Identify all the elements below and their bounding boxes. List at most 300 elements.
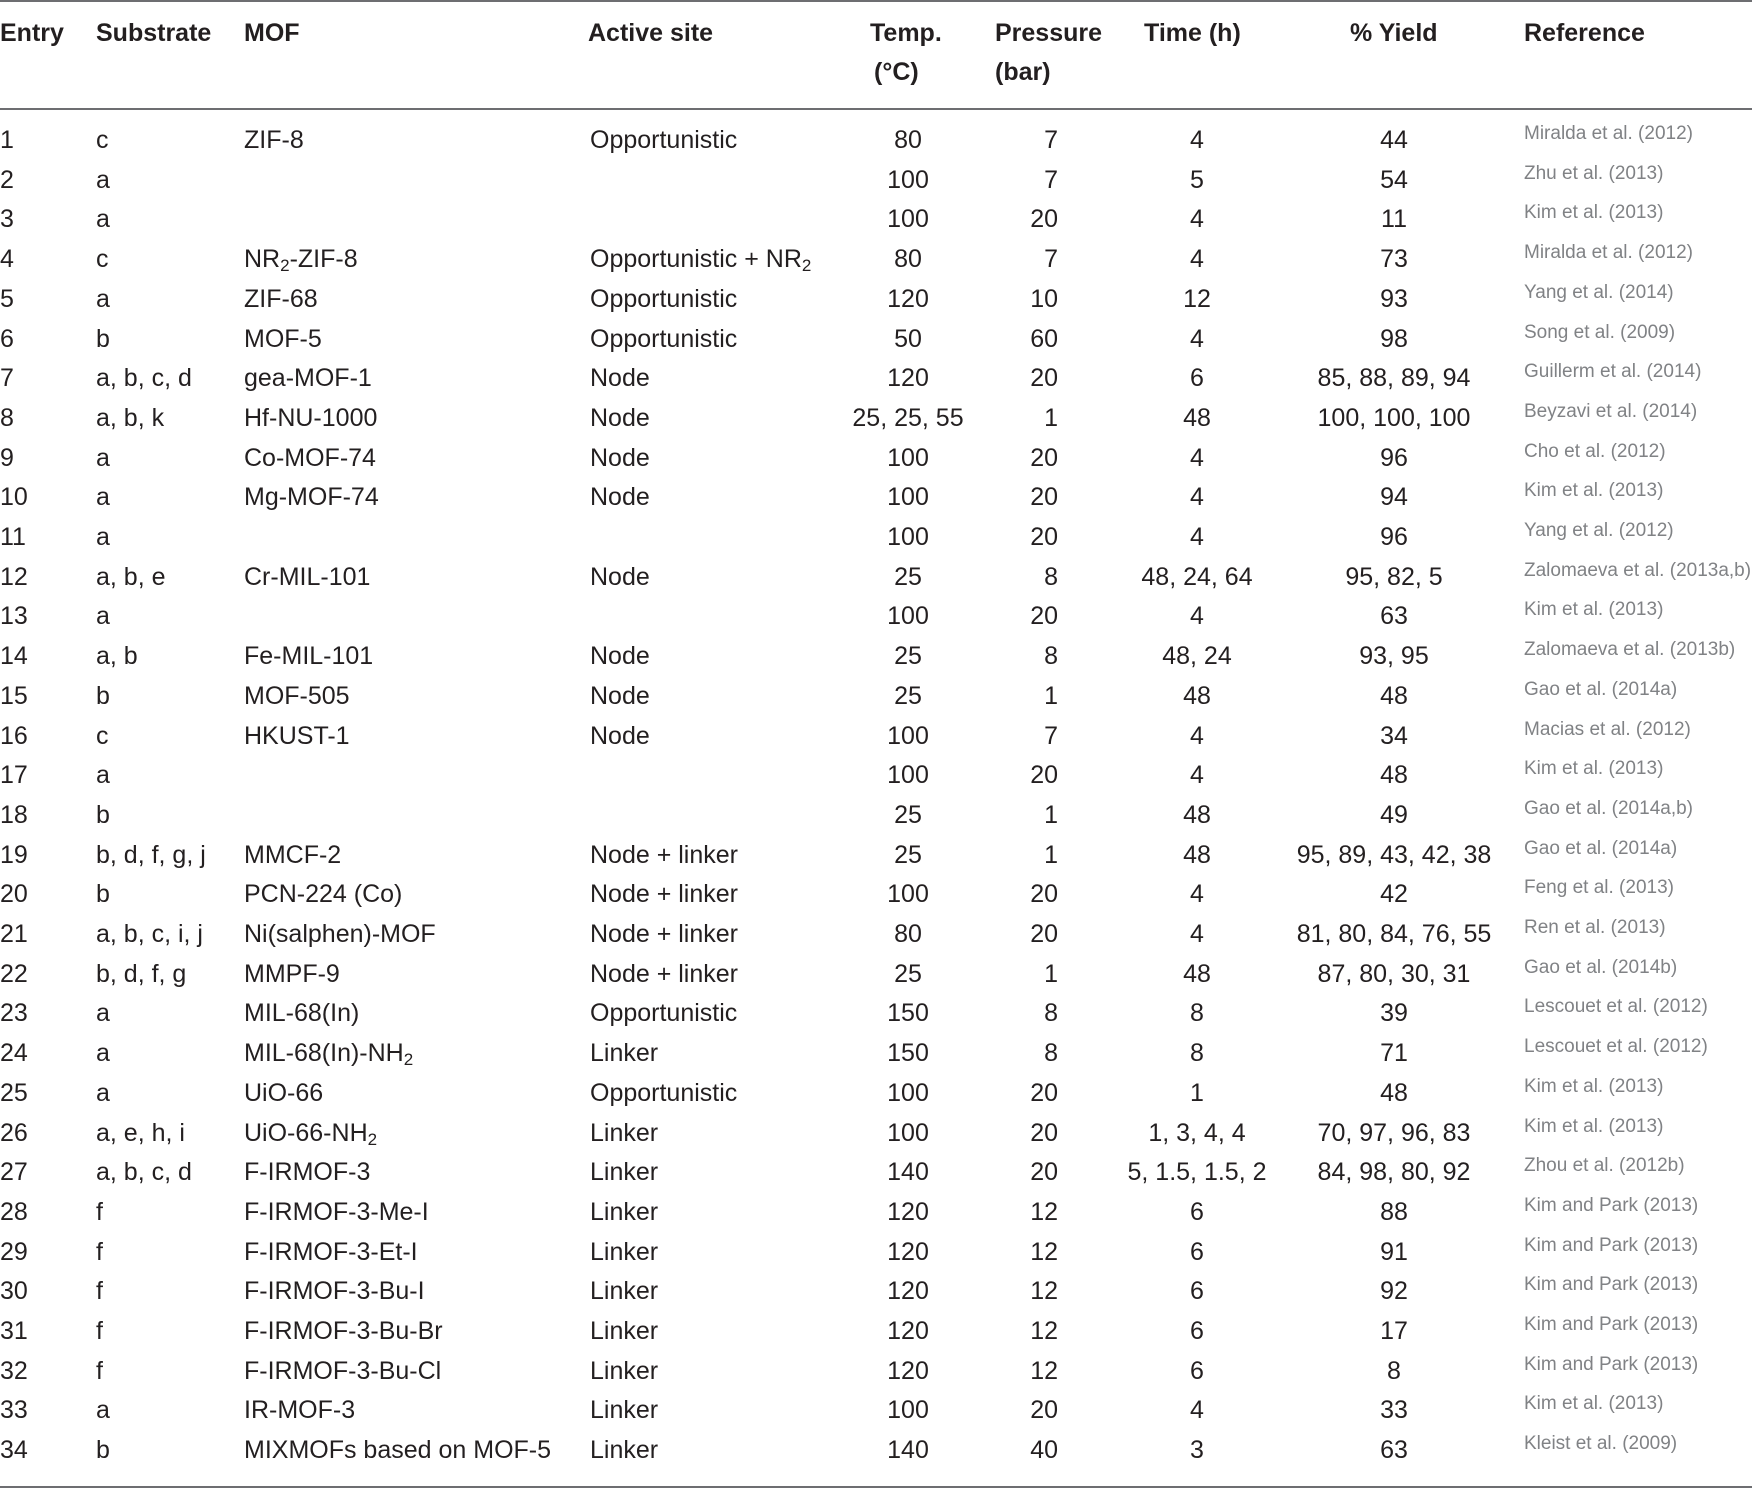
- cell-time: 6: [1190, 1356, 1204, 1385]
- cell-entry: 34: [0, 1436, 28, 1465]
- table-row: [0, 835, 1752, 875]
- cell-temp: 120: [887, 364, 929, 393]
- cell-reference: Kim and Park (2013): [1524, 1314, 1699, 1335]
- cell-temp: 100: [887, 205, 929, 234]
- cell-pressure: 8: [1044, 642, 1058, 671]
- cell-entry: 28: [0, 1197, 28, 1226]
- cell-reference: Macias et al. (2012): [1524, 718, 1691, 740]
- cell-yield: 98: [1380, 324, 1408, 353]
- cell-temp: 25: [894, 959, 922, 988]
- cell-time: 5, 1.5, 1.5, 2: [1127, 1158, 1267, 1187]
- cell-temp: 120: [887, 1277, 929, 1306]
- cell-temp: 25: [894, 681, 922, 710]
- table-row: [0, 1351, 1752, 1391]
- header-mof: MOF: [244, 19, 300, 47]
- cell-substrate: a: [96, 602, 110, 631]
- cell-temp: 100: [887, 880, 929, 909]
- cell-active-site: Linker: [590, 1317, 659, 1345]
- cell-time: 4: [1190, 443, 1204, 472]
- cell-yield: 93: [1380, 284, 1408, 313]
- cell-active-site: Node: [590, 364, 650, 393]
- cell-entry: 5: [0, 284, 14, 313]
- cell-pressure: 20: [1030, 920, 1058, 948]
- cell-time: 4: [1190, 324, 1204, 353]
- cell-mof: $NR_2-ZIF-8$: [244, 245, 358, 276]
- cell-pressure: 8: [1044, 562, 1058, 591]
- cell-pressure: 40: [1030, 1436, 1058, 1465]
- cell-temp: 100: [887, 1078, 929, 1107]
- cell-substrate: a: [96, 1078, 110, 1107]
- cell-temp: 100: [887, 483, 929, 512]
- cell-time: 48, 24, 64: [1141, 562, 1253, 591]
- cell-temp: 25: [894, 840, 922, 869]
- cell-time: 3: [1190, 1436, 1204, 1465]
- cell-pressure: 20: [1030, 523, 1058, 551]
- cell-entry: 16: [0, 721, 28, 750]
- cell-substrate: a, e, h, i: [96, 1118, 185, 1147]
- cell-mof: MIL-$68(In)-NH_2$: [244, 1039, 414, 1070]
- cell-yield: 73: [1380, 245, 1408, 274]
- cell-time: 6: [1190, 1237, 1204, 1266]
- cell-temp: 25: [894, 562, 922, 591]
- table-row: [0, 120, 1752, 160]
- cell-entry: 10: [0, 483, 28, 512]
- cell-yield: 96: [1380, 443, 1408, 472]
- table-row: [0, 596, 1752, 636]
- cell-substrate: f: [96, 1277, 103, 1306]
- cell-mof: MMPF-9: [244, 959, 340, 988]
- cell-time: 6: [1190, 1197, 1204, 1226]
- cell-mof: Mg-MOF-74: [244, 483, 379, 512]
- cell-entry: 4: [0, 245, 14, 274]
- cell-pressure: 12: [1030, 1197, 1058, 1226]
- cell-active-site: Node: [590, 443, 650, 472]
- cell-substrate: a: [96, 1039, 110, 1068]
- cell-pressure: 20: [1030, 602, 1058, 631]
- cell-substrate: f: [96, 1317, 103, 1345]
- cell-active-site: Node + linker: [590, 920, 738, 948]
- cell-yield: 54: [1380, 165, 1408, 194]
- cell-mof: F-IRMOF-3-Et-I: [244, 1237, 418, 1266]
- cell-temp: 120: [887, 1317, 929, 1345]
- cell-entry: 32: [0, 1356, 28, 1385]
- cell-reference: Kim et al. (2013): [1524, 1115, 1664, 1137]
- cell-pressure: 20: [1030, 1396, 1058, 1425]
- header-time: Time (h): [1144, 19, 1241, 47]
- cell-reference: Gao et al. (2014a): [1524, 678, 1678, 700]
- cell-yield: 91: [1380, 1237, 1408, 1266]
- cell-substrate: a, b, c, i, j: [96, 920, 203, 948]
- cell-active-site: Linker: [590, 1158, 659, 1187]
- cell-substrate: b: [96, 1436, 110, 1465]
- cell-pressure: 12: [1030, 1237, 1058, 1266]
- cell-entry: 13: [0, 602, 28, 631]
- cell-yield: 100, 100, 100: [1317, 403, 1471, 432]
- cell-mof: UiO-66: [244, 1078, 324, 1107]
- cell-time: 12: [1183, 284, 1211, 313]
- cell-temp: 80: [894, 920, 922, 948]
- cell-substrate: b, d, f, g, j: [96, 840, 206, 869]
- header-temp-line2: (°C): [874, 58, 919, 86]
- cell-mof: F-IRMOF-3-Bu-I: [244, 1277, 425, 1306]
- cell-substrate: a: [96, 999, 110, 1028]
- cell-mof: F-IRMOF-3-Bu-Cl: [244, 1356, 442, 1385]
- table-row: [0, 477, 1752, 517]
- cell-yield: 88: [1380, 1197, 1408, 1226]
- cell-substrate: b, d, f, g: [96, 959, 187, 988]
- cell-reference: Gao et al. (2014b): [1524, 956, 1678, 978]
- table-row: [0, 1152, 1752, 1192]
- cell-temp: 150: [887, 999, 929, 1028]
- cell-pressure: 10: [1030, 284, 1058, 313]
- cell-reference: Kim et al. (2013): [1524, 480, 1664, 502]
- cell-entry: 14: [0, 642, 28, 671]
- cell-reference: Zhou et al. (2012b): [1524, 1155, 1685, 1177]
- cell-mof: ZIF-8: [244, 126, 304, 154]
- table-row: [0, 319, 1752, 359]
- cell-time: 6: [1190, 364, 1204, 393]
- cell-yield: 95, 89, 43, 42, 38: [1296, 840, 1492, 869]
- cell-active-site: Opportunistic: [590, 1078, 738, 1107]
- cell-reference: Kim et al. (2013): [1524, 758, 1664, 780]
- cell-mof: MOF-505: [244, 681, 350, 710]
- cell-mof: Co-MOF-74: [244, 443, 376, 472]
- cell-substrate: a, b, k: [96, 403, 165, 432]
- table-row: [0, 1311, 1752, 1351]
- table-row: [0, 239, 1752, 279]
- cell-reference: Kim et al. (2013): [1524, 599, 1664, 621]
- cell-yield: 44: [1380, 126, 1408, 154]
- cell-substrate: a: [96, 284, 110, 313]
- cell-entry: 21: [0, 920, 28, 948]
- table-row: [0, 716, 1752, 756]
- cell-time: 4: [1190, 126, 1204, 154]
- table-row: [0, 557, 1752, 597]
- cell-time: 6: [1190, 1277, 1204, 1306]
- cell-yield: 42: [1380, 880, 1408, 909]
- cell-reference: Kim and Park (2013): [1524, 1274, 1699, 1296]
- cell-temp: 120: [887, 1197, 929, 1226]
- cell-active-site: Linker: [590, 1118, 659, 1147]
- cell-yield: 87, 80, 30, 31: [1317, 959, 1471, 988]
- cell-time: 48: [1183, 681, 1211, 710]
- cell-temp: 100: [887, 1118, 929, 1147]
- cell-temp: 120: [887, 284, 929, 313]
- cell-pressure: 7: [1044, 245, 1058, 274]
- cell-time: 48: [1183, 403, 1211, 432]
- cell-reference: Gao et al. (2014a): [1524, 837, 1678, 859]
- header-temp-line1: Temp.: [870, 19, 942, 47]
- cell-entry: 8: [0, 403, 14, 432]
- cell-reference: Cho et al. (2012): [1524, 440, 1666, 462]
- table-row: [0, 279, 1752, 319]
- cell-temp: 100: [887, 721, 929, 750]
- cell-time: 4: [1190, 1396, 1204, 1425]
- cell-reference: Kim et al. (2013): [1524, 1075, 1664, 1097]
- cell-temp: 25: [894, 642, 922, 671]
- table-row: [0, 1033, 1752, 1073]
- cell-active-site: Node: [590, 562, 650, 591]
- cell-yield: 85, 88, 89, 94: [1317, 364, 1471, 393]
- table-row: [0, 1271, 1752, 1311]
- cell-pressure: 20: [1030, 364, 1058, 393]
- cell-time: 4: [1190, 920, 1204, 948]
- cell-pressure: 7: [1044, 165, 1058, 194]
- cell-mof: Cr-MIL-101: [244, 562, 371, 591]
- table-row: [0, 1192, 1752, 1232]
- top-rule: [0, 0, 1752, 2]
- table-row: [0, 438, 1752, 478]
- cell-temp: 150: [887, 1039, 929, 1068]
- table-row: [0, 1232, 1752, 1272]
- cell-pressure: 8: [1044, 999, 1058, 1028]
- cell-entry: 20: [0, 880, 28, 909]
- header-substrate: Substrate: [96, 19, 212, 47]
- cell-reference: Zalomaeva et al. (2013b): [1524, 639, 1736, 661]
- cell-temp: 80: [894, 126, 922, 154]
- table-row: [0, 636, 1752, 676]
- cell-mof: UiO-$66-NH_2$: [244, 1118, 378, 1149]
- cell-active-site: Linker: [590, 1277, 659, 1306]
- header-active-site: Active site: [588, 19, 714, 47]
- cell-time: 4: [1190, 483, 1204, 512]
- table-row: [0, 874, 1752, 914]
- cell-mof: Hf-NU-1000: [244, 403, 378, 432]
- cell-active-site: Linker: [590, 1197, 659, 1226]
- cell-reference: Kim et al. (2013): [1524, 202, 1664, 224]
- cell-mof: Ni(salphen)-MOF: [244, 920, 436, 948]
- cell-mof: MOF-5: [244, 324, 322, 353]
- cell-yield: 84, 98, 80, 92: [1317, 1158, 1471, 1187]
- cell-entry: 29: [0, 1237, 28, 1266]
- cell-substrate: b: [96, 800, 110, 829]
- table-row: [0, 1073, 1752, 1113]
- cell-active-site: Node + linker: [590, 959, 738, 988]
- cell-substrate: a: [96, 1396, 110, 1425]
- cell-temp: 100: [887, 761, 929, 790]
- cell-pressure: 12: [1030, 1356, 1058, 1385]
- cell-reference: Lescouet et al. (2012): [1524, 996, 1708, 1018]
- cell-time: 4: [1190, 245, 1204, 274]
- cell-entry: 31: [0, 1317, 28, 1345]
- cell-yield: 70, 97, 96, 83: [1317, 1118, 1471, 1147]
- cell-reference: Kim and Park (2013): [1524, 1194, 1699, 1216]
- cell-yield: 81, 80, 84, 76, 55: [1296, 920, 1492, 948]
- cell-pressure: 20: [1030, 443, 1058, 472]
- cell-mof: MIL-68(In): [244, 999, 360, 1028]
- cell-reference: Song et al. (2009): [1524, 321, 1676, 343]
- cell-entry: 27: [0, 1158, 28, 1187]
- cell-time: 8: [1190, 999, 1204, 1028]
- cell-active-site: Node: [590, 642, 650, 671]
- cell-entry: 6: [0, 324, 14, 353]
- cell-entry: 22: [0, 959, 28, 988]
- cell-active-site: Node + linker: [590, 840, 738, 869]
- cell-substrate: f: [96, 1356, 103, 1385]
- cell-entry: 25: [0, 1078, 28, 1107]
- cell-temp: 140: [887, 1436, 929, 1465]
- cell-active-site: Node: [590, 721, 650, 750]
- cell-temp: 120: [887, 1356, 929, 1385]
- cell-reference: Kleist et al. (2009): [1524, 1433, 1678, 1455]
- cell-substrate: a: [96, 523, 110, 551]
- cell-reference: Guillerm et al. (2014): [1524, 361, 1702, 383]
- cell-substrate: a, b: [96, 642, 138, 671]
- cell-entry: 17: [0, 761, 28, 790]
- table-row: [0, 676, 1752, 716]
- cell-mof: Fe-MIL-101: [244, 642, 374, 671]
- cell-entry: 7: [0, 364, 14, 393]
- cell-pressure: 20: [1030, 880, 1058, 909]
- cell-pressure: 1: [1044, 840, 1058, 869]
- table-row: [0, 755, 1752, 795]
- cell-active-site: Opportunistic: [590, 324, 738, 353]
- cell-mof: PCN-224 (Co): [244, 880, 403, 909]
- cell-time: 4: [1190, 523, 1204, 551]
- cell-reference: Gao et al. (2014a,b): [1524, 797, 1693, 819]
- header-reference: Reference: [1524, 19, 1645, 47]
- table-row: [0, 954, 1752, 994]
- cell-active-site: Linker: [590, 1356, 659, 1385]
- cell-entry: 15: [0, 681, 28, 710]
- cell-pressure: 20: [1030, 1078, 1058, 1107]
- table-row: [0, 993, 1752, 1033]
- cell-yield: 94: [1380, 483, 1408, 512]
- table-row: [0, 160, 1752, 200]
- header-rule: [0, 108, 1752, 110]
- cell-active-site: Opportunistic + $NR_2$: [590, 245, 812, 276]
- cell-mof: F-IRMOF-3-Bu-Br: [244, 1317, 443, 1345]
- cell-mof: ZIF-68: [244, 284, 318, 313]
- cell-temp: 100: [887, 523, 929, 551]
- cell-yield: 11: [1381, 205, 1407, 234]
- table-row: [0, 914, 1752, 954]
- cell-entry: 2: [0, 165, 14, 194]
- cell-active-site: Opportunistic: [590, 126, 738, 154]
- cell-temp: 120: [887, 1237, 929, 1266]
- cell-active-site: Opportunistic: [590, 999, 738, 1028]
- table-row: [0, 1390, 1752, 1430]
- cell-yield: 48: [1380, 681, 1408, 710]
- cell-reference: Yang et al. (2012): [1524, 520, 1674, 541]
- table-row: [0, 1113, 1752, 1153]
- table-row: [0, 398, 1752, 438]
- cell-active-site: Linker: [590, 1039, 659, 1068]
- cell-yield: 92: [1380, 1277, 1408, 1306]
- cell-yield: 17: [1380, 1317, 1408, 1345]
- cell-pressure: 60: [1030, 324, 1058, 353]
- cell-time: 1: [1190, 1078, 1204, 1107]
- cell-substrate: f: [96, 1237, 103, 1266]
- cell-yield: 33: [1380, 1396, 1408, 1425]
- cell-mof: MIXMOFs based on MOF-5: [244, 1436, 552, 1465]
- cell-reference: Yang et al. (2014): [1524, 281, 1674, 303]
- header-yield: % Yield: [1350, 19, 1438, 47]
- cell-entry: 18: [0, 800, 28, 829]
- cell-pressure: 7: [1044, 126, 1058, 154]
- cell-temp: 25, 25, 55: [852, 403, 964, 432]
- cell-temp: 100: [887, 165, 929, 194]
- cell-reference: Kim and Park (2013): [1524, 1353, 1699, 1375]
- cell-substrate: a, b, c, d: [96, 1158, 192, 1187]
- cell-reference: Zalomaeva et al. (2013a,b): [1524, 559, 1752, 581]
- cell-reference: Beyzavi et al. (2014): [1524, 400, 1698, 422]
- cell-active-site: Node: [590, 483, 650, 512]
- cell-yield: 63: [1380, 1436, 1408, 1465]
- cell-reference: Zhu et al. (2013): [1524, 162, 1664, 184]
- cell-entry: 9: [0, 443, 14, 472]
- cell-mof: HKUST-1: [244, 721, 350, 750]
- cell-time: 4: [1190, 721, 1204, 750]
- cell-entry: 3: [0, 205, 14, 234]
- cell-temp: 100: [887, 1396, 929, 1425]
- table-row: [0, 1430, 1752, 1470]
- cell-time: 48: [1183, 800, 1211, 829]
- cell-time: 48, 24: [1162, 642, 1232, 671]
- cell-substrate: f: [96, 1197, 103, 1226]
- cell-yield: 48: [1380, 761, 1408, 790]
- cell-entry: 26: [0, 1118, 28, 1147]
- cell-active-site: Linker: [590, 1396, 659, 1425]
- cell-active-site: Linker: [590, 1436, 659, 1465]
- cell-pressure: 12: [1030, 1277, 1058, 1306]
- cell-pressure: 20: [1030, 205, 1058, 234]
- cell-substrate: c: [96, 126, 109, 154]
- cell-reference: Miralda et al. (2012): [1524, 242, 1693, 264]
- cell-time: 1, 3, 4, 4: [1148, 1118, 1246, 1147]
- cell-pressure: 7: [1044, 721, 1058, 750]
- cell-time: 48: [1183, 840, 1211, 869]
- cell-reference: Kim and Park (2013): [1524, 1234, 1699, 1256]
- cell-yield: 8: [1387, 1356, 1401, 1385]
- cell-entry: 12: [0, 562, 28, 591]
- cell-reference: Miralda et al. (2012): [1524, 123, 1693, 144]
- cell-reference: Ren et al. (2013): [1524, 917, 1666, 938]
- cell-pressure: 20: [1030, 1118, 1058, 1147]
- cell-yield: 96: [1380, 523, 1408, 551]
- cell-substrate: a: [96, 761, 110, 790]
- cell-substrate: b: [96, 681, 110, 710]
- cell-temp: 25: [894, 800, 922, 829]
- cell-substrate: a: [96, 165, 110, 194]
- cell-substrate: c: [96, 721, 109, 750]
- cell-time: 8: [1190, 1039, 1204, 1068]
- cell-entry: 1: [0, 126, 14, 154]
- cell-pressure: 1: [1044, 681, 1058, 710]
- header-pressure-line1: Pressure: [995, 19, 1103, 47]
- cell-substrate: c: [96, 245, 109, 274]
- cell-entry: 11: [0, 523, 26, 551]
- cell-reference: Lescouet et al. (2012): [1524, 1036, 1708, 1058]
- cell-substrate: a, b, c, d: [96, 364, 192, 393]
- cell-temp: 140: [887, 1158, 929, 1187]
- cell-temp: 100: [887, 443, 929, 472]
- cell-entry: 33: [0, 1396, 28, 1425]
- cell-entry: 30: [0, 1277, 28, 1306]
- cell-active-site: Node: [590, 681, 650, 710]
- cell-temp: 50: [894, 324, 922, 353]
- cell-time: 4: [1190, 205, 1204, 234]
- cell-mof: F-IRMOF-3-Me-I: [244, 1197, 429, 1226]
- cell-pressure: 1: [1044, 959, 1058, 988]
- cell-substrate: a, b, e: [96, 562, 166, 591]
- cell-entry: 19: [0, 840, 28, 869]
- cell-yield: 93, 95: [1359, 642, 1429, 671]
- cell-yield: 39: [1380, 999, 1408, 1028]
- cell-pressure: 12: [1030, 1317, 1058, 1345]
- cell-mof: F-IRMOF-3: [244, 1158, 371, 1187]
- cell-yield: 71: [1380, 1039, 1408, 1068]
